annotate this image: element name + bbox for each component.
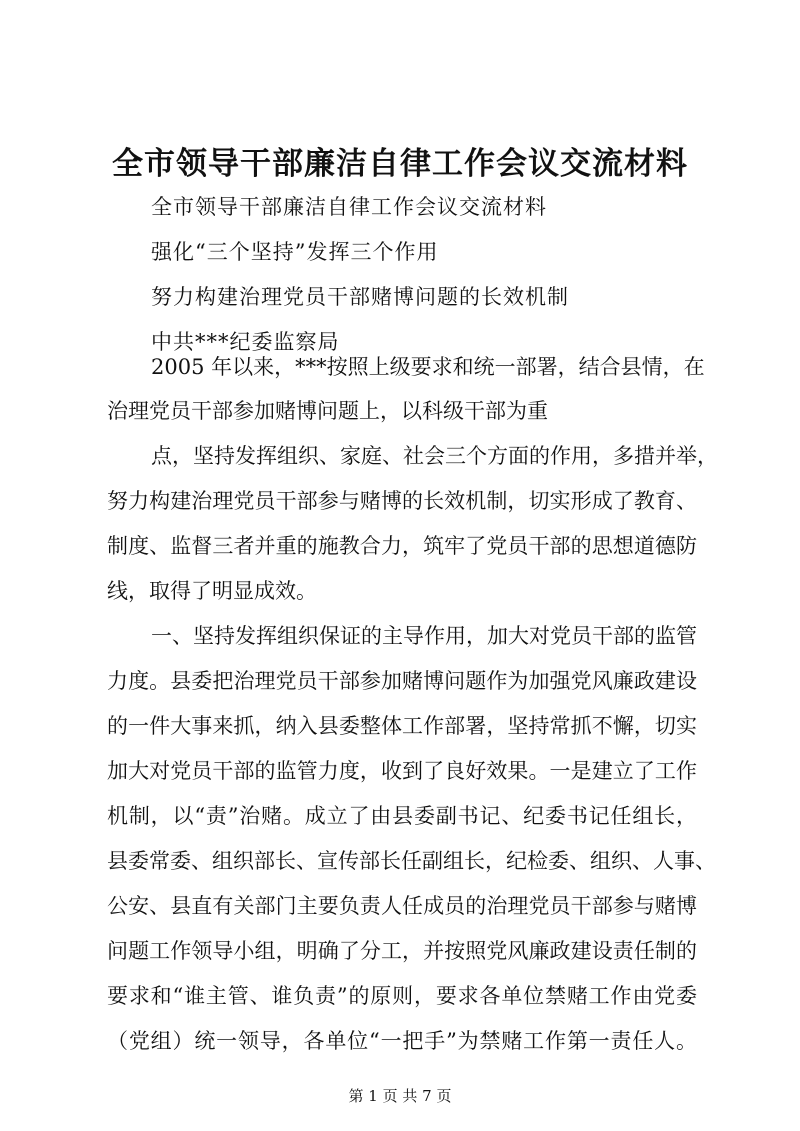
body-line: 力度。县委把治理党员干部参加赌博问题作为加强党风廉政建设 (107, 669, 697, 693)
document-title: 全市领导干部廉洁自律工作会议交流材料 (112, 146, 688, 182)
body-line: 制度、监督三者并重的施教合力，筑牢了党员干部的思想道德防 (107, 534, 697, 558)
body-line: 一、坚持发挥组织保证的主导作用，加大对党员干部的监管 (151, 624, 697, 648)
body-line: 县委常委、组织部长、宣传部长任副组长，纪检委、组织、人事、 (107, 849, 716, 873)
body-line: 点，坚持发挥组织、家庭、社会三个方面的作用，多措并举， (151, 444, 718, 468)
body-line: （党组）统一领导，各单位“一把手”为禁赌工作第一责任人。 (107, 1029, 697, 1053)
body-line: 机制，以“责”治赌。成立了由县委副书记、纪委书记任组长， (107, 804, 697, 828)
subheading: 全市领导干部廉洁自律工作会议交流材料 (151, 195, 547, 219)
body-line: 的一件大事来抓，纳入县委整体工作部署，坚持常抓不懈，切实 (107, 714, 697, 738)
body-line: 线，取得了明显成效。 (107, 579, 317, 603)
body-line: 公安、县直有关部门主要负责人任成员的治理党员干部参与赌博 (107, 894, 697, 918)
body-line: 2005 年以来，***按照上级要求和统一部署，结合县情，在 (151, 355, 705, 379)
subheading: 强化“三个坚持”发挥三个作用 (151, 240, 439, 264)
body-line: 问题工作领导小组，明确了分工，并按照党风廉政建设责任制的 (107, 939, 697, 963)
author-line: 中共***纪委监察局 (151, 330, 340, 354)
subheading: 努力构建治理党员干部赌博问题的长效机制 (151, 285, 569, 309)
page-number: 第 1 页 共 7 页 (348, 1087, 452, 1105)
body-line: 要求和“谁主管、谁负责”的原则，要求各单位禁赌工作由党委 (107, 984, 697, 1008)
body-line: 加大对党员干部的监管力度，收到了良好效果。一是建立了工作 (107, 759, 697, 783)
body-line: 治理党员干部参加赌博问题上，以科级干部为重 (107, 399, 548, 423)
body-line: 努力构建治理党员干部参与赌博的长效机制，切实形成了教育、 (107, 489, 697, 513)
